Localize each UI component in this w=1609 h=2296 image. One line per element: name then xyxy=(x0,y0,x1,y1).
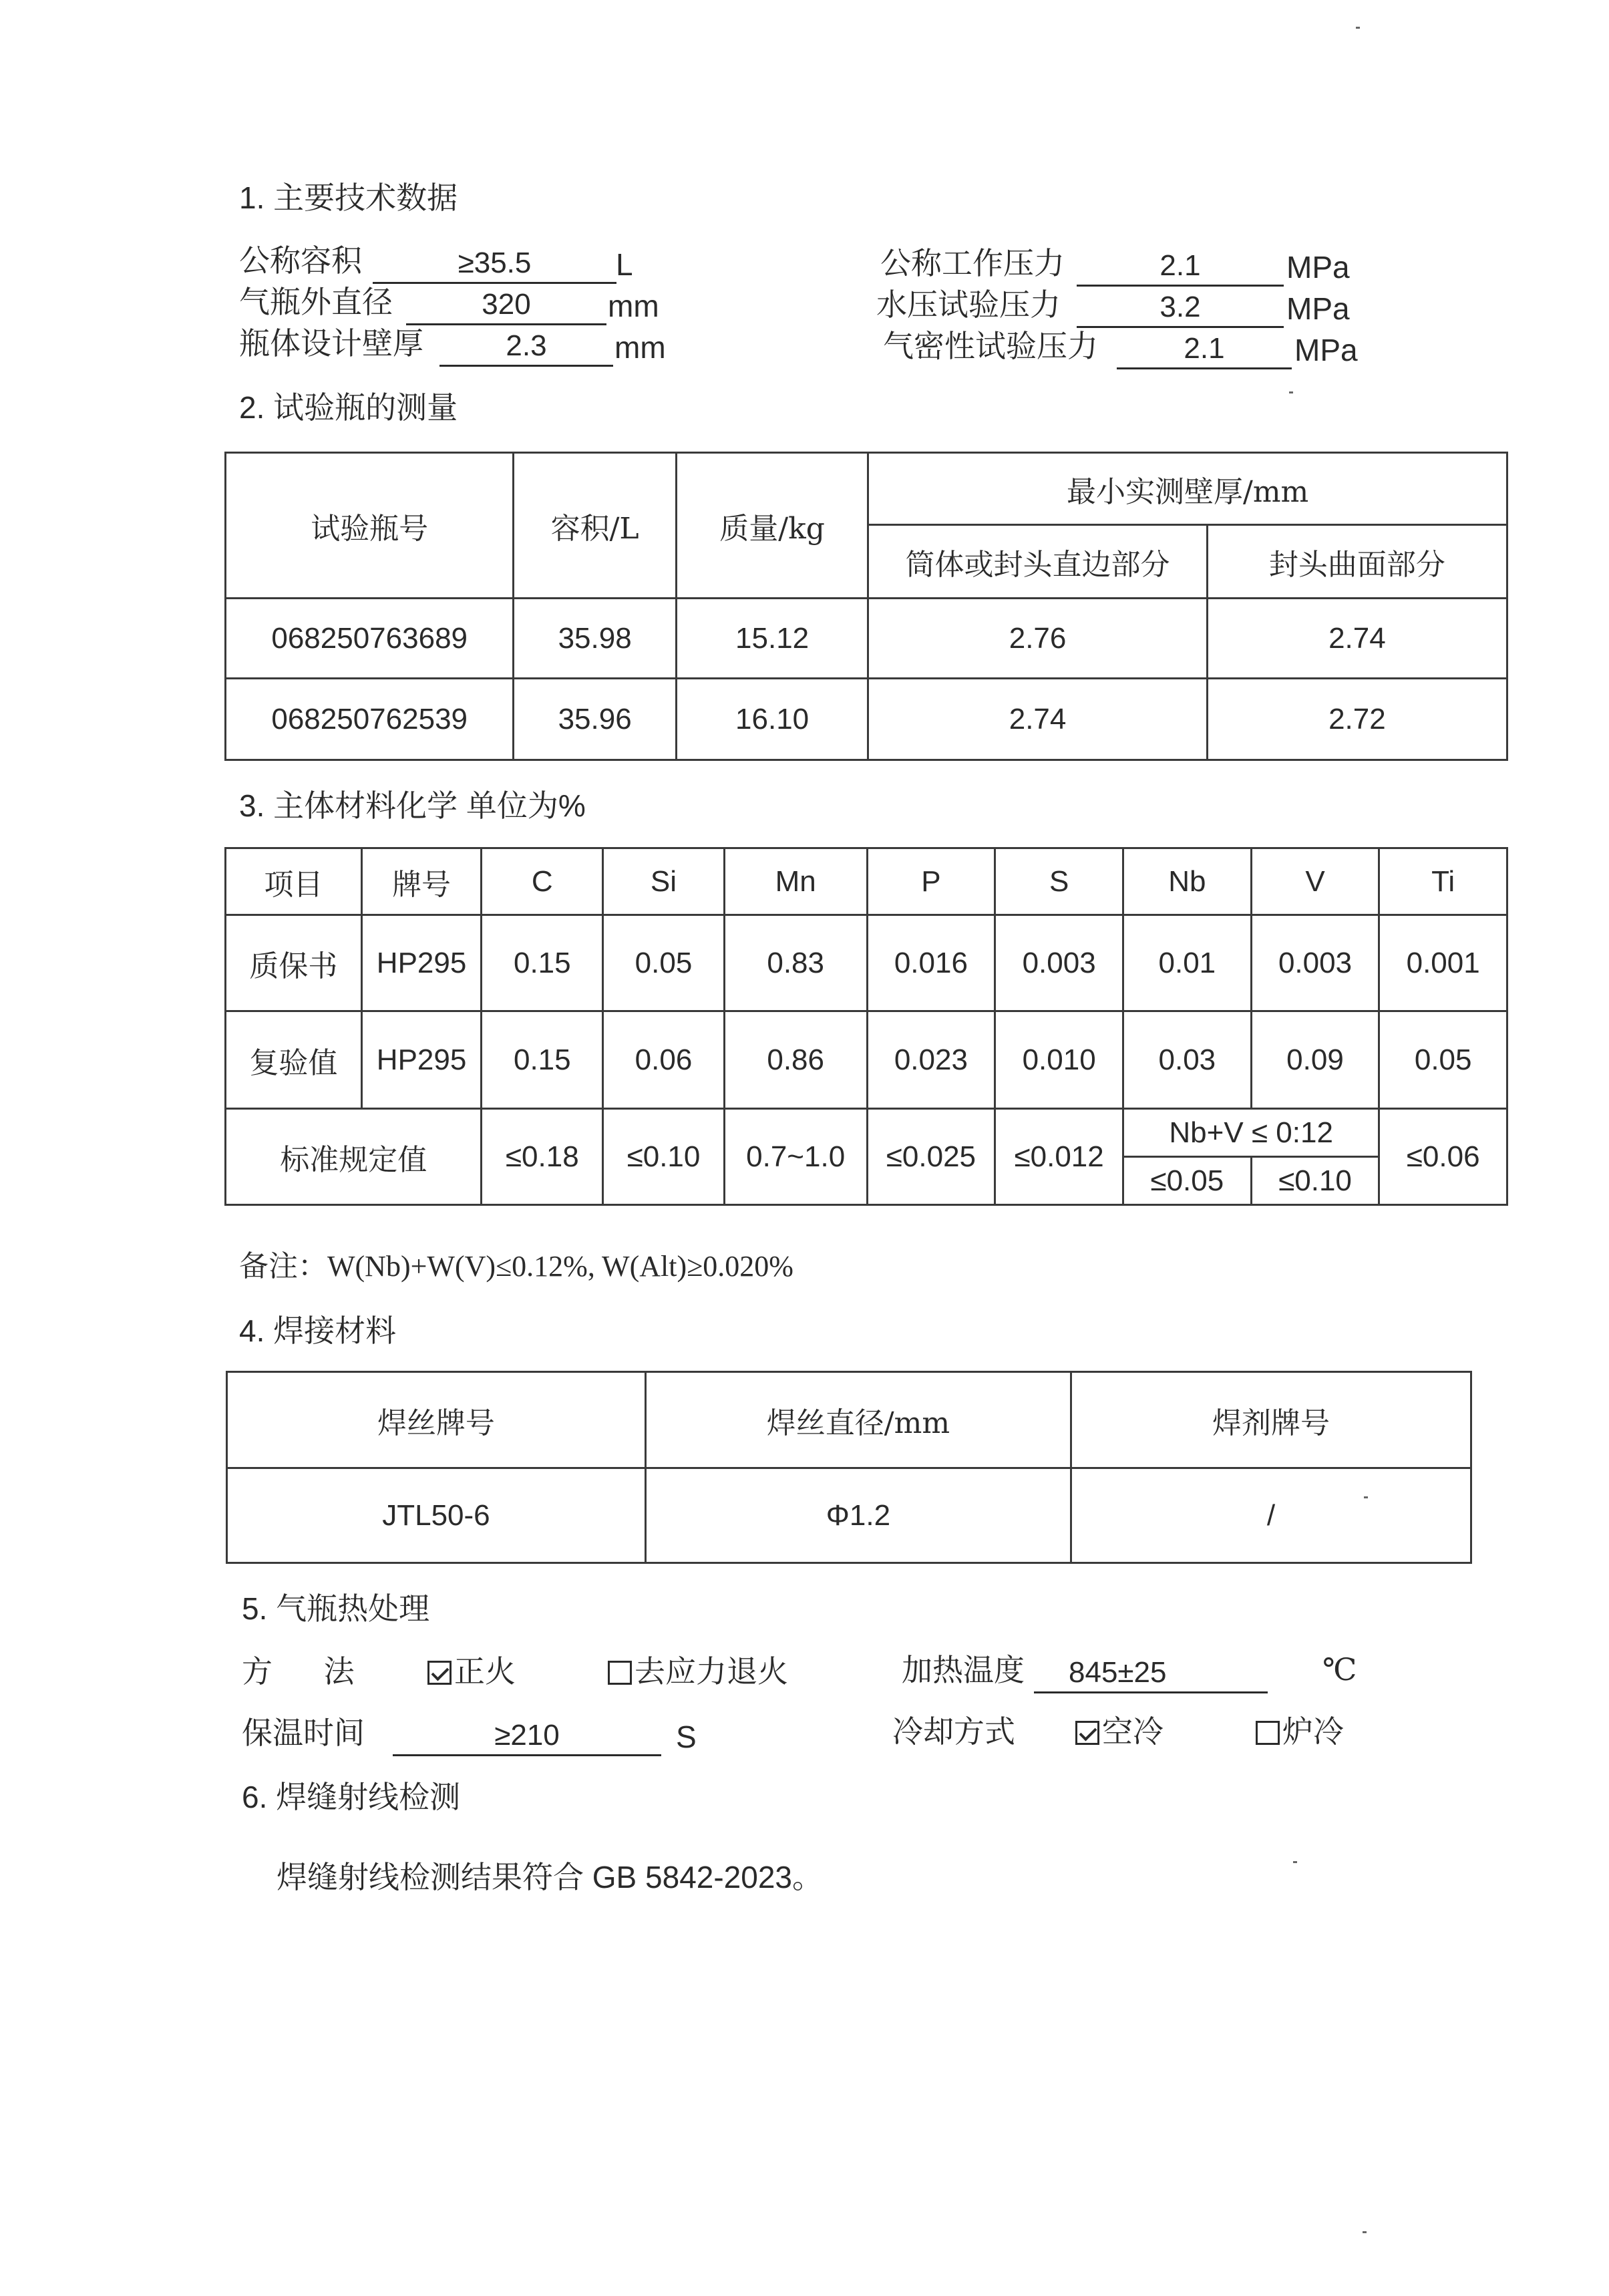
p-cell: 0.016 xyxy=(867,915,995,1011)
heat-temp-unit: ℃ xyxy=(1322,1653,1357,1687)
outer-diameter-label: 气瓶外直径 xyxy=(239,285,393,319)
standard-nb: ≤0.05 xyxy=(1123,1157,1251,1205)
standard-label: 标准规定值 xyxy=(226,1109,482,1205)
normalize-checkbox[interactable] xyxy=(427,1661,452,1685)
hold-time-label: 保温时间 xyxy=(242,1715,365,1750)
header-s: S xyxy=(995,848,1123,915)
ti-cell: 0.001 xyxy=(1379,915,1507,1011)
header-si: Si xyxy=(603,848,725,915)
header-volume: 容积/L xyxy=(514,453,677,599)
straight-wall-cell: 2.74 xyxy=(868,679,1208,760)
volume-cell: 35.98 xyxy=(514,599,677,679)
stress-relief-label: 去应力退火 xyxy=(635,1654,788,1689)
ti-cell: 0.05 xyxy=(1379,1011,1507,1109)
header-p: P xyxy=(867,848,995,915)
working-pressure-field[interactable]: 2.1 xyxy=(1077,247,1284,287)
header-c: C xyxy=(482,848,603,915)
cooling-label: 冷却方式 xyxy=(892,1714,1015,1749)
si-cell: 0.06 xyxy=(603,1011,725,1109)
mass-cell: 16.10 xyxy=(676,679,868,760)
hold-time-field[interactable]: ≥210 xyxy=(393,1717,661,1756)
table-row xyxy=(226,599,1507,679)
v-cell: 0.003 xyxy=(1251,915,1379,1011)
option-stress-relief[interactable] xyxy=(608,1651,788,1691)
nominal-volume-unit: L xyxy=(616,247,633,282)
row-label: 复验值 xyxy=(226,1011,362,1109)
wire-diameter-cell: Φ1.2 xyxy=(645,1468,1071,1563)
mn-cell: 0.86 xyxy=(724,1011,867,1109)
leak-pressure-unit: MPa xyxy=(1294,333,1358,367)
stress-relief-checkbox[interactable] xyxy=(608,1661,632,1685)
grade-cell: HP295 xyxy=(361,1011,482,1109)
section-4-heading: 4. 焊接材料 xyxy=(239,1313,397,1348)
normalize-label: 正火 xyxy=(454,1654,516,1689)
nominal-volume-label: 公称容积 xyxy=(239,243,362,278)
furnace-cooling-checkbox[interactable] xyxy=(1256,1721,1280,1745)
header-item: 项目 xyxy=(226,848,362,915)
header-wire-diameter: 焊丝直径/mm xyxy=(645,1372,1071,1468)
mass-cell: 15.12 xyxy=(676,599,868,679)
section-6-heading: 6. 焊缝射线检测 xyxy=(242,1780,461,1814)
outer-diameter-field[interactable]: 320 xyxy=(406,286,606,325)
standard-s: ≤0.012 xyxy=(995,1109,1123,1205)
section-1-heading: 1. 主要技术数据 xyxy=(239,180,458,215)
header-v: V xyxy=(1251,848,1379,915)
standard-si: ≤0.10 xyxy=(603,1109,725,1205)
header-wire-grade: 焊丝牌号 xyxy=(227,1372,646,1468)
grade-cell: HP295 xyxy=(361,915,482,1011)
heat-temp-label: 加热温度 xyxy=(902,1653,1025,1687)
header-mass: 质量/kg xyxy=(676,453,868,599)
standard-p: ≤0.025 xyxy=(867,1109,995,1205)
standard-nb-v: Nb+V ≤ 0:12 xyxy=(1123,1109,1379,1157)
table-row xyxy=(226,679,1507,760)
welding-material-table xyxy=(226,1371,1472,1564)
chemistry-note: 备注：W(Nb)+W(V)≤0.12%, W(Alt)≥0.020% xyxy=(239,1250,793,1283)
v-cell: 0.09 xyxy=(1251,1011,1379,1109)
header-mn: Mn xyxy=(724,848,867,915)
mn-cell: 0.83 xyxy=(724,915,867,1011)
table-row xyxy=(227,1468,1471,1563)
hold-time-unit: S xyxy=(676,1719,697,1754)
header-straight-part: 筒体或封头直边部分 xyxy=(868,525,1208,599)
header-ti: Ti xyxy=(1379,848,1507,915)
section-3-heading: 3. 主体材料化学 单位为% xyxy=(239,788,586,823)
air-cooling-label: 空冷 xyxy=(1102,1714,1164,1749)
option-air-cooling[interactable] xyxy=(1075,1711,1164,1752)
s-cell: 0.010 xyxy=(995,1011,1123,1109)
standard-ti: ≤0.06 xyxy=(1379,1109,1507,1205)
heat-temp-field[interactable]: 845±25 xyxy=(1034,1654,1268,1693)
header-curved-part: 封头曲面部分 xyxy=(1207,525,1507,599)
scan-speck xyxy=(1363,2231,1367,2233)
air-cooling-checkbox[interactable] xyxy=(1075,1721,1099,1745)
scan-speck xyxy=(1364,1496,1368,1498)
table-row xyxy=(226,915,1507,1011)
standard-mn: 0.7~1.0 xyxy=(724,1109,867,1205)
scan-speck xyxy=(1356,27,1360,29)
header-bottle-no: 试验瓶号 xyxy=(226,453,514,599)
hydro-pressure-label: 水压试验压力 xyxy=(876,287,1061,322)
c-cell: 0.15 xyxy=(482,1011,603,1109)
nb-cell: 0.03 xyxy=(1123,1011,1251,1109)
working-pressure-label: 公称工作压力 xyxy=(880,246,1065,281)
leak-pressure-field[interactable]: 2.1 xyxy=(1117,330,1292,369)
section-2-heading: 2. 试验瓶的测量 xyxy=(239,390,458,425)
flux-grade-cell: / xyxy=(1071,1468,1471,1563)
curved-wall-cell: 2.72 xyxy=(1207,679,1507,760)
leak-pressure-label: 气密性试验压力 xyxy=(883,329,1098,363)
curved-wall-cell: 2.74 xyxy=(1207,599,1507,679)
wire-grade-cell: JTL50-6 xyxy=(227,1468,646,1563)
standard-c: ≤0.18 xyxy=(482,1109,603,1205)
row-label: 质保书 xyxy=(226,915,362,1011)
c-cell: 0.15 xyxy=(482,915,603,1011)
radiography-result: 焊缝射线检测结果符合 GB 5842-2023。 xyxy=(277,1860,824,1895)
si-cell: 0.05 xyxy=(603,915,725,1011)
standard-row xyxy=(226,1109,1507,1157)
option-normalize[interactable] xyxy=(427,1651,516,1691)
wall-thickness-unit: mm xyxy=(614,330,666,365)
header-min-wall: 最小实测壁厚/mm xyxy=(868,453,1507,525)
working-pressure-unit: MPa xyxy=(1286,250,1350,285)
chemistry-table xyxy=(224,847,1508,1206)
header-nb: Nb xyxy=(1123,848,1251,915)
volume-cell: 35.96 xyxy=(514,679,677,760)
hydro-pressure-field[interactable]: 3.2 xyxy=(1077,289,1284,328)
bottle-no-cell: 068250762539 xyxy=(226,679,514,760)
nb-cell: 0.01 xyxy=(1123,915,1251,1011)
header-grade: 牌号 xyxy=(361,848,482,915)
header-flux-grade: 焊剂牌号 xyxy=(1071,1372,1471,1468)
option-furnace-cooling[interactable] xyxy=(1256,1711,1344,1752)
outer-diameter-unit: mm xyxy=(608,289,659,323)
wall-thickness-label: 瓶体设计壁厚 xyxy=(239,326,423,361)
bottle-no-cell: 068250763689 xyxy=(226,599,514,679)
nominal-volume-field[interactable]: ≥35.5 xyxy=(373,244,616,284)
method-label: 方 法 xyxy=(242,1654,355,1689)
straight-wall-cell: 2.76 xyxy=(868,599,1208,679)
p-cell: 0.023 xyxy=(867,1011,995,1109)
table-row xyxy=(226,1011,1507,1109)
scan-speck xyxy=(1293,1861,1297,1863)
scan-speck xyxy=(1289,391,1293,393)
furnace-cooling-label: 炉冷 xyxy=(1282,1714,1344,1749)
wall-thickness-field[interactable]: 2.3 xyxy=(439,327,613,367)
s-cell: 0.003 xyxy=(995,915,1123,1011)
standard-v: ≤0.10 xyxy=(1251,1157,1379,1205)
section-5-heading: 5. 气瓶热处理 xyxy=(242,1591,430,1626)
bottle-measurement-table xyxy=(224,452,1508,761)
hydro-pressure-unit: MPa xyxy=(1286,291,1350,326)
